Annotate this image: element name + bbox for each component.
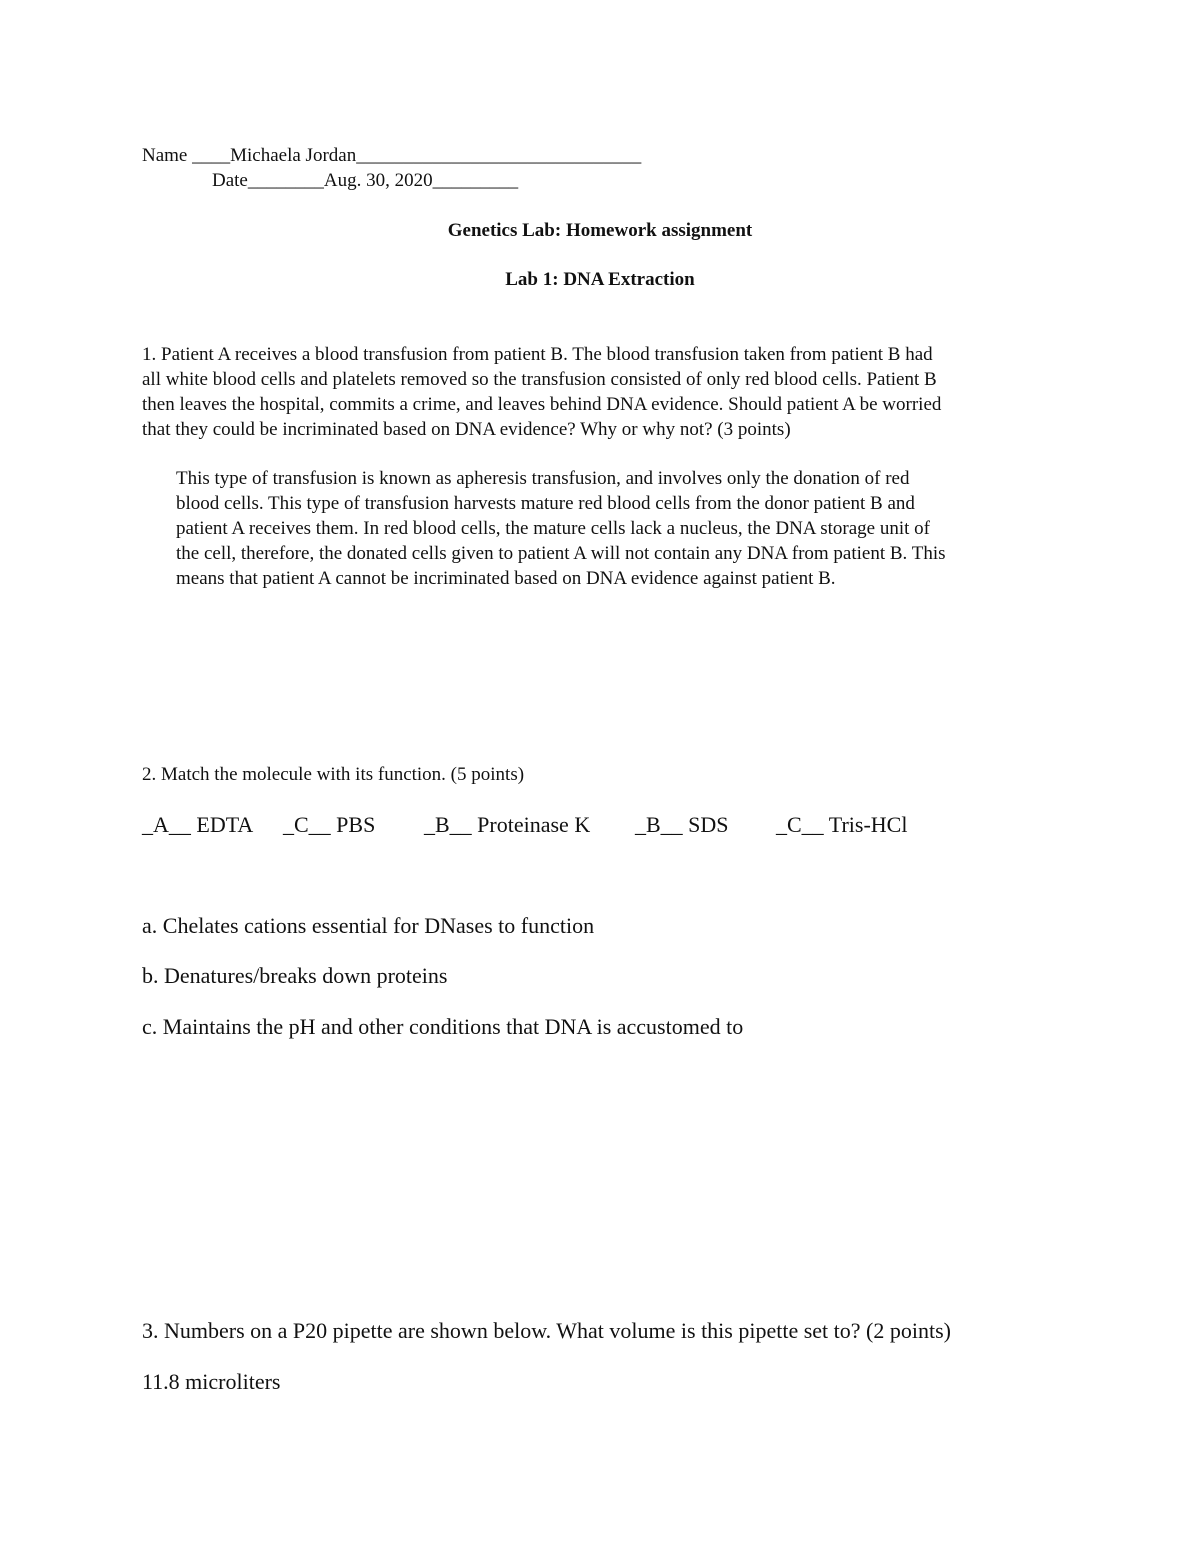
question-1-line: 1. Patient A receives a blood transfusion from patient B. The blood transfusion taken from patient B had (142, 344, 933, 365)
match-answer-sds: _B__ SDS (635, 812, 729, 837)
option-b: b. Denatures/breaks down proteins (142, 963, 448, 988)
question-3-prompt: 3. Numbers on a P20 pipette are shown below. What volume is this pipette set to? (2 points) (142, 1318, 951, 1343)
answer-1-line: blood cells. This type of transfusion harvests mature red blood cells from the donor patient B and (176, 493, 915, 514)
match-answer-pbs: _C__ PBS (283, 812, 376, 837)
answer-1-line: patient A receives them. In red blood cells, the mature cells lack a nucleus, the DNA storage unit of (176, 518, 930, 539)
question-1-line: that they could be incriminated based on DNA evidence? Why or why not? (3 points) (142, 419, 791, 440)
question-1-line: then leaves the hospital, commits a crime, and leaves behind DNA evidence. Should patient A be worried (142, 394, 942, 415)
answer-1-line: the cell, therefore, the donated cells given to patient A will not contain any DNA from patient B. This (176, 543, 946, 564)
question-1-line: all white blood cells and platelets removed so the transfusion consisted of only red blood cells. Patient B (142, 369, 937, 390)
answer-1-line: This type of transfusion is known as apheresis transfusion, and involves only the donation of red (176, 468, 910, 489)
answer-1-line: means that patient A cannot be incriminated based on DNA evidence against patient B. (176, 568, 836, 589)
document-title: Genetics Lab: Homework assignment (447, 220, 753, 241)
match-answer-edta: _A__ EDTA (142, 812, 254, 837)
option-a: a. Chelates cations essential for DNases to function (142, 913, 595, 938)
name-line: Name ____Michaela Jordan______________________________ (142, 145, 642, 166)
document-subtitle: Lab 1: DNA Extraction (505, 269, 695, 290)
option-c: c. Maintains the pH and other conditions that DNA is accustomed to (142, 1014, 744, 1039)
question-2-prompt: 2. Match the molecule with its function. (5 points) (142, 764, 525, 785)
match-answer-proteinase-k: _B__ Proteinase K (424, 812, 591, 837)
match-answer-tris-hcl: _C__ Tris-HCl (776, 812, 908, 837)
date-line: Date________Aug. 30, 2020_________ (212, 170, 519, 191)
answer-3: 11.8 microliters (142, 1369, 281, 1394)
